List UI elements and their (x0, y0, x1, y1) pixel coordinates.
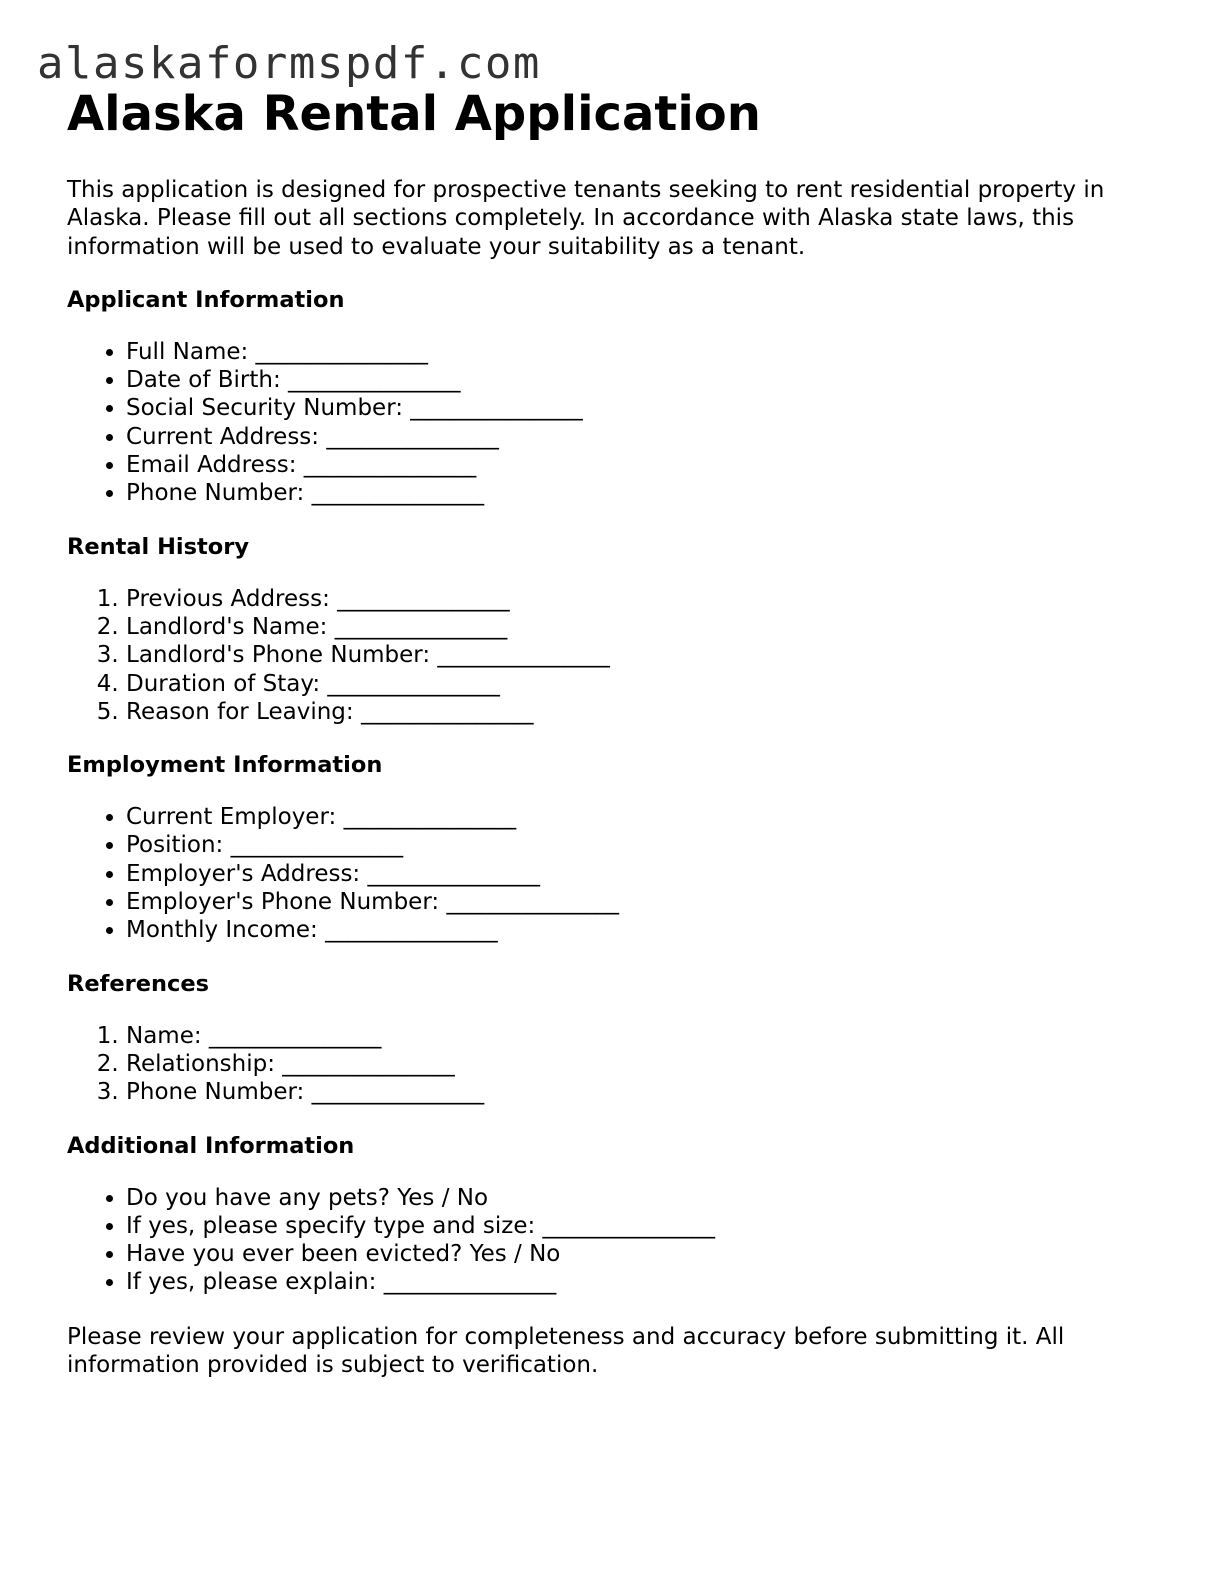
additional-information-list (67, 1184, 1177, 1297)
additional-eviction-explanation: • If yes, please explain: _______________ (126, 1268, 1177, 1296)
additional-pet-details: • If yes, please specify type and size: _______________ (126, 1212, 1177, 1240)
employment-monthly-income: • Monthly Income: _______________ (126, 916, 1177, 944)
employment-information-heading: Employment Information (67, 752, 383, 779)
additional-eviction-question: • Have you ever been evicted? Yes / No (126, 1240, 1177, 1268)
employment-position: • Position: _______________ (126, 831, 1177, 859)
reference-relationship: 2. Relationship: _______________ (126, 1050, 1177, 1078)
employment-current-employer: • Current Employer: _______________ (126, 803, 1177, 831)
rental-landlord-name: 2. Landlord's Name: _______________ (126, 613, 1177, 641)
references-list (67, 1022, 1177, 1107)
reference-name: 1. Name: _______________ (126, 1022, 1177, 1050)
applicant-date-of-birth: • Date of Birth: _______________ (126, 366, 1177, 394)
applicant-information-list (67, 338, 1177, 508)
watermark: alaskaformspdf.com (37, 38, 541, 89)
employment-information-list (67, 803, 1177, 944)
rental-duration-of-stay: 4. Duration of Stay: _______________ (126, 670, 1177, 698)
reference-phone-number: 3. Phone Number: _______________ (126, 1078, 1177, 1106)
additional-information-heading: Additional Information (67, 1132, 355, 1159)
rental-previous-address: 1. Previous Address: _______________ (126, 585, 1177, 613)
employment-employer-address: • Employer's Address: _______________ (126, 860, 1177, 888)
document-page (67, 84, 1177, 1379)
applicant-current-address: • Current Address: _______________ (126, 423, 1177, 451)
rental-landlord-phone: 3. Landlord's Phone Number: _______________ (126, 641, 1177, 669)
applicant-phone-number: • Phone Number: _______________ (126, 479, 1177, 507)
rental-reason-for-leaving: 5. Reason for Leaving: _______________ (126, 698, 1177, 726)
applicant-email-address: • Email Address: _______________ (126, 451, 1177, 479)
additional-pets-question: • Do you have any pets? Yes / No (126, 1184, 1177, 1212)
closing-paragraph: Please review your application for completeness and accuracy before submitting it. All information provided is subject to verification. (67, 1323, 1065, 1379)
page-title: Alaska Rental Application (67, 86, 761, 142)
applicant-ssn: • Social Security Number: _______________ (126, 394, 1177, 422)
employment-employer-phone: • Employer's Phone Number: _______________ (126, 888, 1177, 916)
rental-history-heading: Rental History (67, 533, 249, 560)
applicant-full-name: • Full Name: _______________ (126, 338, 1177, 366)
applicant-information-heading: Applicant Information (67, 286, 345, 313)
references-heading: References (67, 970, 209, 997)
intro-paragraph: This application is designed for prospective tenants seeking to rent residential property in Alaska. Please fill out all sections completely. In accordance with Alaska state laws, this information will be used to evaluate your suitability as a tenant. (67, 177, 1105, 260)
rental-history-list (67, 585, 1177, 726)
